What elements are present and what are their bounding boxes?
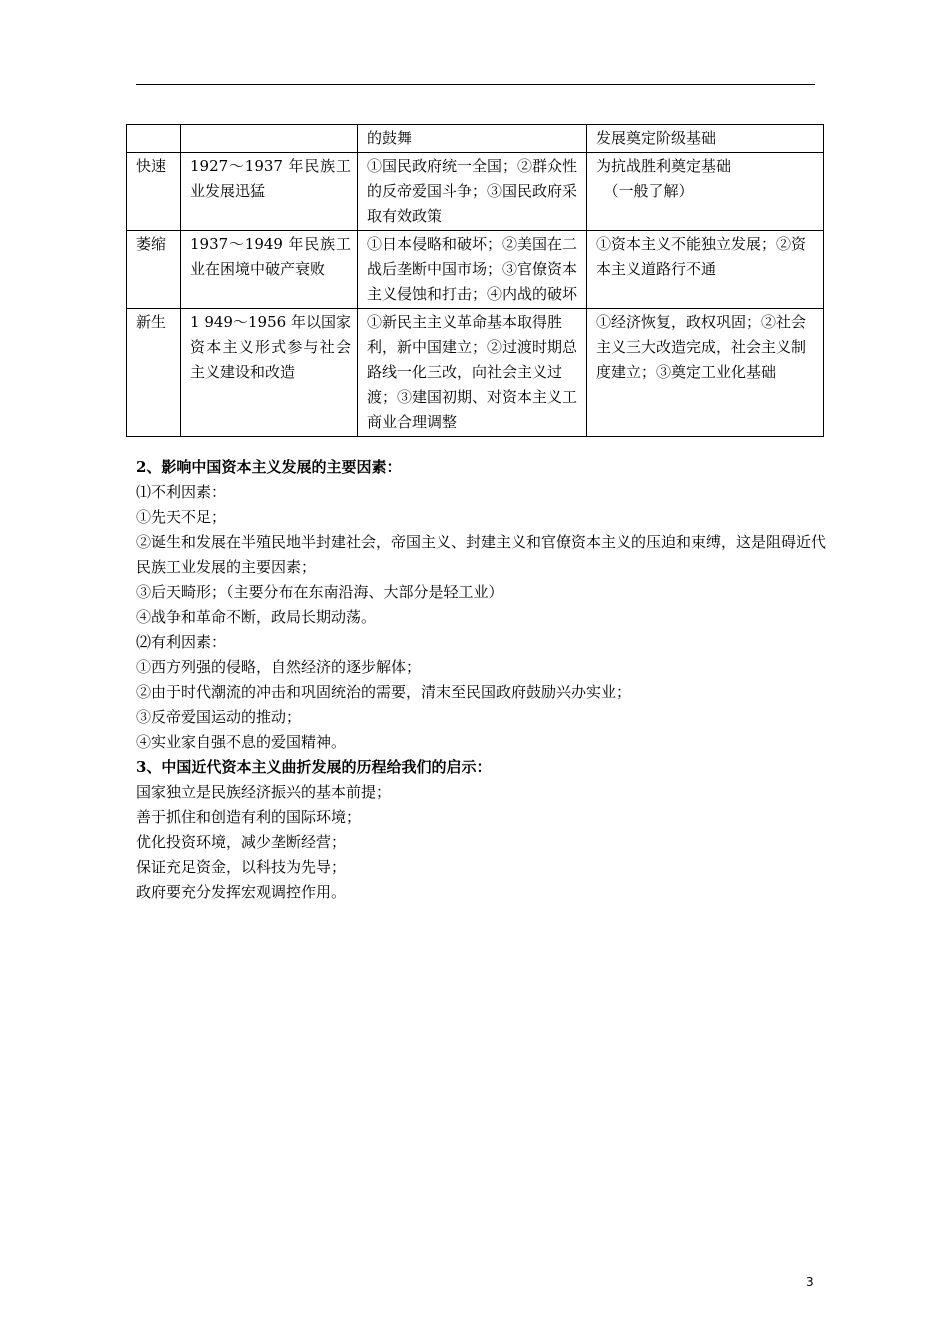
list-item: ③反帝爱国运动的推动； (136, 708, 302, 726)
section-heading: 2、影响中国资本主义发展的主要因素： (136, 458, 402, 476)
period-cell (181, 125, 358, 153)
stage-cell (127, 125, 181, 153)
list-item: ②由于时代潮流的冲击和巩固统治的需要，清末至民国政府鼓励兴办实业； (136, 683, 632, 701)
period-cell: 1927～1937 年民族工业发展迅猛 (181, 153, 358, 231)
subsection-label: ⑵有利因素： (136, 633, 227, 651)
causes-cell: 的鼓舞 (358, 125, 587, 153)
causes-cell: ①新民主主义革命基本取得胜利，新中国建立；②过渡时期总路线一化三改，向社会主义过渡；③建国初期、对资本主义工商业合理调整 (358, 309, 587, 437)
table-row (127, 153, 824, 231)
list-item: ④实业家自强不息的爱国精神。 (136, 733, 347, 751)
page-number: 3 (806, 1275, 814, 1289)
stage-cell: 萎缩 (127, 231, 181, 309)
capitalism-development-table (126, 124, 824, 437)
stage-cell: 快速 (127, 153, 181, 231)
table-row (127, 125, 824, 153)
list-item: ③后天畸形；（主要分布在东南沿海、大部分是轻工业） (136, 583, 504, 601)
list-item: ②诞生和发展在半殖民地半封建社会，帝国主义、封建主义和官僚资本主义的压迫和束缚，这是阻碍近代民族工业发展的主要因素； (136, 533, 827, 576)
list-item: 优化投资环境，减少垄断经营； (136, 833, 347, 851)
period-cell: 1937～1949 年民族工业在困境中破产衰败 (181, 231, 358, 309)
impact-cell: ①资本主义不能独立发展；②资本主义道路行不通 (587, 231, 824, 309)
impact-cell: ①经济恢复，政权巩固；②社会主义三大改造完成，社会主义制度建立；③奠定工业化基础 (587, 309, 824, 437)
list-item: ①西方列强的侵略，自然经济的逐步解体； (136, 658, 422, 676)
table-row (127, 231, 824, 309)
list-item: 保证充足资金，以科技为先导； (136, 858, 347, 876)
list-item: 善于抓住和创造有利的国际环境； (136, 808, 362, 826)
section-heading: 3、中国近代资本主义曲折发展的历程给我们的启示： (136, 758, 492, 776)
subsection-label: ⑴不利因素： (136, 483, 227, 501)
table-row (127, 309, 824, 437)
impact-cell: 为抗战胜利奠定基础 （一般了解） (587, 153, 824, 231)
causes-cell: ①国民政府统一全国；②群众性的反帝爱国斗争；③国民政府采取有效政策 (358, 153, 587, 231)
causes-cell: ①日本侵略和破坏；②美国在二战后垄断中国市场；③官僚资本主义侵蚀和打击；④内战的破坏 (358, 231, 587, 309)
stage-cell: 新生 (127, 309, 181, 437)
list-item: ①先天不足； (136, 508, 227, 526)
header-rule (136, 84, 815, 85)
impact-cell: 发展奠定阶级基础 (587, 125, 824, 153)
list-item: 政府要充分发挥宏观调控作用。 (136, 883, 347, 901)
document-body (136, 455, 826, 905)
list-item: 国家独立是民族经济振兴的基本前提； (136, 783, 392, 801)
period-cell: 1 949～1956 年以国家资本主义形式参与社会主义建设和改造 (181, 309, 358, 437)
list-item: ④战争和革命不断，政局长期动荡。 (136, 608, 377, 626)
